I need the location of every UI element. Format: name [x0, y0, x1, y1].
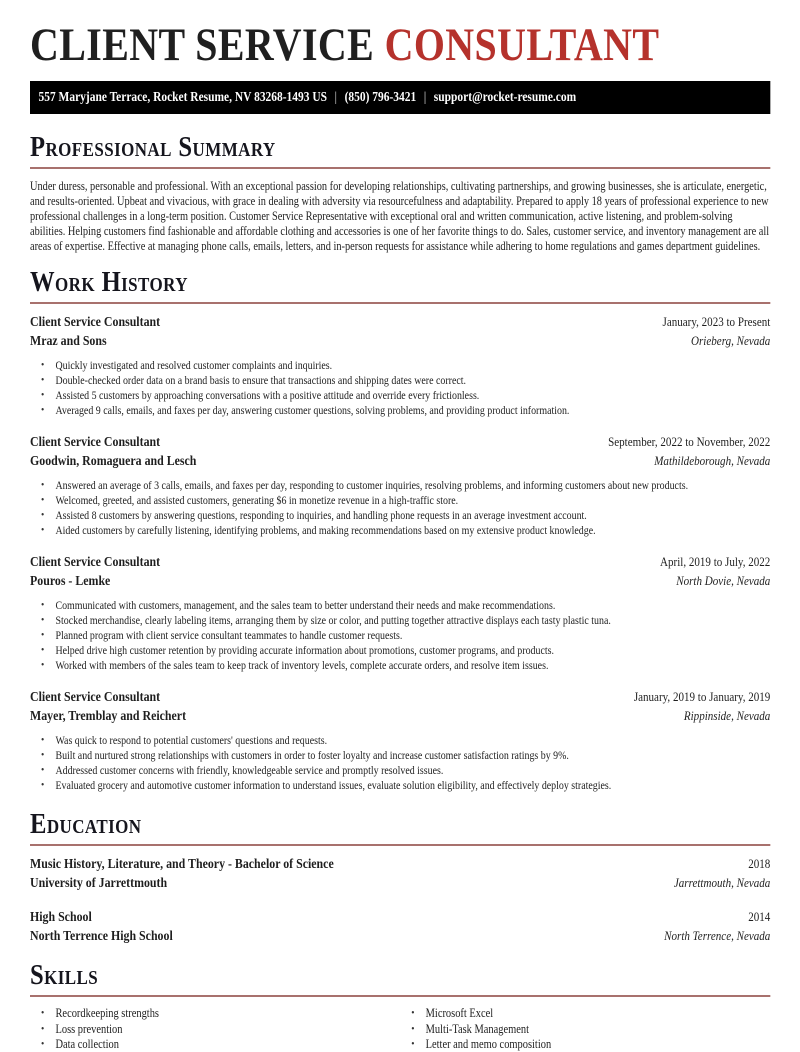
section-rule [30, 302, 770, 304]
job-title: Client Service Consultant [30, 435, 161, 451]
education-location: Jarrettmouth, Nevada [673, 875, 771, 891]
bullet-item: • Averaged 9 calls, emails, and faxes per day, answering customer questions, solving problems, and providing product information. [30, 403, 770, 418]
skills-columns [30, 1006, 770, 1052]
job-location: Rippinside, Nevada [683, 708, 771, 724]
bullet-item: • Aided customers by carefully listening, identifying problems, and making recommendations based on my extensive product knowledge. [30, 523, 770, 538]
contact-bar [30, 81, 770, 114]
title-primary: CLIENT SERVICE [30, 19, 385, 71]
job-dates: January, 2019 to January, 2019 [633, 689, 771, 705]
job-entry [30, 313, 770, 418]
job-company: Mayer, Tremblay and Reichert [30, 709, 187, 725]
bullet-item: • Planned program with client service consultant teammates to handle customer requests. [30, 628, 770, 643]
section-education [30, 809, 770, 946]
job-bullets [30, 733, 770, 793]
job-title: Client Service Consultant [30, 555, 161, 571]
job-location: Mathildeborough, Nevada [654, 453, 771, 469]
education-entry [30, 855, 770, 893]
education-entry [30, 908, 770, 946]
bullet-item: • Communicated with customers, management, and the sales team to better understand their needs and make recommendations. [30, 598, 770, 613]
summary-section-heading: Professional Summary [30, 130, 276, 163]
job-company: Mraz and Sons [30, 334, 107, 350]
job-bullets [30, 358, 770, 418]
education-year: 2014 [748, 909, 771, 925]
job-bullets [30, 478, 770, 538]
bullet-item: • Stocked merchandise, clearly labeling items, arranging them by size or color, and putting together attractive displays each tasty plastic tuna. [30, 613, 770, 628]
job-entry [30, 688, 770, 793]
bullet-item: • Quickly investigated and resolved customer complaints and inquiries. [30, 358, 770, 373]
pipe-separator: | [334, 89, 337, 105]
skills-list-left [30, 1006, 400, 1052]
education-school: North Terrence High School [30, 929, 173, 945]
contact-phone: (850) 796-3421 [344, 89, 417, 105]
job-dates: January, 2023 to Present [662, 314, 771, 330]
section-professional-summary [30, 132, 770, 254]
education-degree: Music History, Literature, and Theory - Bachelor of Science [30, 857, 334, 873]
job-location: North Dovie, Nevada [676, 573, 771, 589]
skill-item: • Microsoft Excel [400, 1006, 770, 1021]
job-title: Client Service Consultant [30, 690, 161, 706]
education-section-heading: Education [30, 808, 142, 841]
bullet-item: • Assisted 5 customers by approaching conversations with a positive attitude and override every frictionless. [30, 388, 770, 403]
skill-item: • Data collection [30, 1037, 400, 1052]
job-dates: September, 2022 to November, 2022 [608, 434, 771, 450]
education-entries [30, 855, 770, 946]
education-year: 2018 [748, 856, 771, 872]
bullet-item: • Was quick to respond to potential customers' questions and requests. [30, 733, 770, 748]
job-bullets [30, 598, 770, 673]
section-rule [30, 844, 770, 846]
job-company: Pouros - Lemke [30, 574, 111, 590]
skill-item: • Multi-Task Management [400, 1022, 770, 1037]
job-company: Goodwin, Romaguera and Lesch [30, 454, 197, 470]
job-location: Orieberg, Nevada [691, 333, 771, 349]
skill-item: • Loss prevention [30, 1022, 400, 1037]
bullet-item: • Worked with members of the sales team to keep track of inventory levels, complete accurate orders, and resolve item issues. [30, 658, 770, 673]
skill-item: • Letter and memo composition [400, 1037, 770, 1052]
contact-address: 557 Maryjane Terrace, Rocket Resume, NV 83268-1493 US [38, 89, 328, 105]
summary-text: Under duress, personable and professional. With an exceptional passion for developing relationships, cultivating partnerships, and growing businesses, she is articulate, energetic, and results-oriented. Upbeat and vivacious, with grace in dealing with adversity via resourcefulness and adaptability. Prepared to apply 18 years of professional experience to new professional challenges in a long-term position. Customer Service Representative with exceptional oral and written communication, active listening, and problem-solving abilities. Helping customers find fashionable and affordable clothing and accessories is one of her favorite things to do. Sales, customer service, and inventory management are all areas of expertise. Effective at managing phone calls, emails, letters, and in-person requests for assistance while adhering to home regulations and games department guidelines. [30, 178, 770, 253]
bullet-item: • Answered an average of 3 calls, emails, and faxes per day, responding to customer inquiries, resolving problems, and informing customers about new products. [30, 478, 770, 493]
section-skills [30, 960, 770, 1052]
resume-title [30, 19, 770, 71]
section-rule [30, 995, 770, 997]
section-work-history [30, 267, 770, 793]
skill-item: • Recordkeeping strengths [30, 1006, 400, 1021]
contact-email: support@rocket-resume.com [433, 89, 577, 105]
section-rule [30, 167, 770, 169]
bullet-item: • Assisted 8 customers by answering questions, responding to inquiries, and handling phone requests in an average investment account. [30, 508, 770, 523]
skills-section-heading: Skills [30, 959, 99, 992]
skills-list-right [400, 1006, 770, 1052]
bullet-item: • Addressed customer concerns with friendly, knowledgeable service and promptly resolved issues. [30, 763, 770, 778]
bullet-item: • Welcomed, greeted, and assisted customers, generating $6 in monetize revenue in a high-traffic store. [30, 493, 770, 508]
title-accent: CONSULTANT [384, 19, 660, 71]
bullet-item: • Helped drive high customer retention by providing accurate information about promotions, customer programs, and products. [30, 643, 770, 658]
bullet-item: • Evaluated grocery and automotive customer information to understand issues, evaluate solution eligibility, and effectively deploy strategies. [30, 778, 770, 793]
work-section-heading: Work History [30, 266, 188, 299]
job-dates: April, 2019 to July, 2022 [660, 554, 771, 570]
job-entry [30, 553, 770, 673]
bullet-item: • Built and nurtured strong relationships with customers in order to foster loyalty and increase customer satisfaction ratings by 9%. [30, 748, 770, 763]
pipe-separator: | [423, 89, 427, 105]
job-title: Client Service Consultant [30, 315, 161, 331]
work-history-entries [30, 313, 770, 793]
education-school: University of Jarrettmouth [30, 876, 168, 892]
education-location: North Terrence, Nevada [664, 928, 771, 944]
education-degree: High School [30, 910, 92, 926]
job-entry [30, 433, 770, 538]
bullet-item: • Double-checked order data on a brand basis to ensure that transactions and shipping dates were correct. [30, 373, 770, 388]
